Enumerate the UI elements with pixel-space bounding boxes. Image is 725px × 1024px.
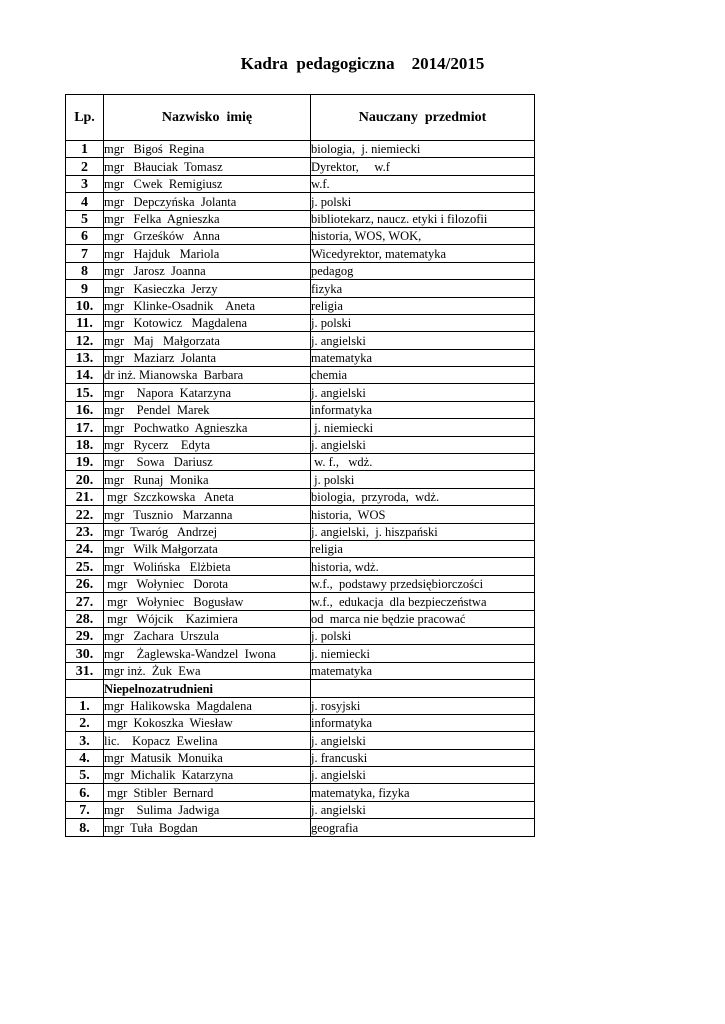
row-number: 15. — [66, 384, 104, 401]
teacher-name: mgr Klinke-Osadnik Aneta — [104, 297, 311, 314]
subject-taught: j. polski — [311, 314, 535, 331]
teacher-name: mgr Zachara Urszula — [104, 627, 311, 644]
row-number: 5. — [66, 767, 104, 784]
teacher-name: mgr Rycerz Edyta — [104, 436, 311, 453]
table-row — [66, 662, 535, 679]
row-number: 28. — [66, 610, 104, 627]
column-header-subject: Nauczany przedmiot — [311, 95, 535, 141]
teacher-name: mgr Twaróg Andrzej — [104, 523, 311, 540]
teacher-name: mgr Halikowska Magdalena — [104, 697, 311, 714]
table-row — [66, 575, 535, 592]
table-row — [66, 593, 535, 610]
table-row — [66, 749, 535, 766]
subject-taught: matematyka — [311, 662, 535, 679]
row-number: 16. — [66, 401, 104, 418]
section-label: Niepelnozatrudnieni — [104, 680, 311, 697]
header-row — [66, 95, 535, 141]
table-row — [66, 141, 535, 158]
subject-taught: w.f., podstawy przedsiębiorczości — [311, 575, 535, 592]
row-number: 14. — [66, 367, 104, 384]
subject-taught: fizyka — [311, 280, 535, 297]
teacher-name: mgr Wilk Małgorzata — [104, 540, 311, 557]
row-number: 4. — [66, 749, 104, 766]
teacher-name: mgr Cwek Remigiusz — [104, 175, 311, 192]
row-number: 18. — [66, 436, 104, 453]
table-row — [66, 245, 535, 262]
table-row — [66, 767, 535, 784]
teacher-name: mgr Jarosz Joanna — [104, 262, 311, 279]
teacher-name: mgr Kasieczka Jerzy — [104, 280, 311, 297]
row-number: 22. — [66, 506, 104, 523]
table-row — [66, 454, 535, 471]
subject-taught: w.f. — [311, 175, 535, 192]
teacher-name: mgr Sulima Jadwiga — [104, 801, 311, 818]
part-time-section — [66, 680, 535, 697]
teacher-name: mgr Felka Agnieszka — [104, 210, 311, 227]
subject-taught: j. rosyjski — [311, 697, 535, 714]
table-row — [66, 488, 535, 505]
subject-taught: geografia — [311, 819, 535, 836]
subject-taught: historia, WOS — [311, 506, 535, 523]
table-row — [66, 784, 535, 801]
subject-taught: j. niemiecki — [311, 419, 535, 436]
subject-taught: j. angielski, j. hiszpański — [311, 523, 535, 540]
teacher-name: mgr Maziarz Jolanta — [104, 349, 311, 366]
teacher-name: mgr Kokoszka Wiesław — [104, 714, 311, 731]
subject-taught: religia — [311, 297, 535, 314]
teacher-name: mgr Napora Katarzyna — [104, 384, 311, 401]
section-subject-cell — [311, 680, 535, 697]
row-number: 3. — [66, 732, 104, 749]
row-number: 11. — [66, 314, 104, 331]
subject-taught: bibliotekarz, naucz. etyki i filozofii — [311, 210, 535, 227]
teacher-name: mgr Maj Małgorzata — [104, 332, 311, 349]
column-header-name: Nazwisko imię — [104, 95, 311, 141]
subject-taught: informatyka — [311, 401, 535, 418]
table-row — [66, 349, 535, 366]
row-number: 1. — [66, 697, 104, 714]
subject-taught: pedagog — [311, 262, 535, 279]
row-number: 6 — [66, 227, 104, 244]
row-number: 29. — [66, 627, 104, 644]
subject-taught: w.f., edukacja dla bezpieczeństwa — [311, 593, 535, 610]
teacher-name: mgr Szczkowska Aneta — [104, 488, 311, 505]
subject-taught: j. angielski — [311, 801, 535, 818]
subject-taught: j. angielski — [311, 436, 535, 453]
row-number: 7 — [66, 245, 104, 262]
table-row — [66, 645, 535, 662]
row-number: 12. — [66, 332, 104, 349]
teacher-name: mgr Pochwatko Agnieszka — [104, 419, 311, 436]
teacher-name: mgr Depczyńska Jolanta — [104, 193, 311, 210]
subject-taught: j. angielski — [311, 732, 535, 749]
row-number: 7. — [66, 801, 104, 818]
table-row — [66, 471, 535, 488]
teacher-name: mgr Grześków Anna — [104, 227, 311, 244]
teacher-name: mgr Błauciak Tomasz — [104, 158, 311, 175]
subject-taught: j. francuski — [311, 749, 535, 766]
row-number: 2 — [66, 158, 104, 175]
teacher-name: mgr Pendel Marek — [104, 401, 311, 418]
row-number: 9 — [66, 280, 104, 297]
subject-taught: j. angielski — [311, 332, 535, 349]
table-row — [66, 714, 535, 731]
teacher-name: mgr Stibler Bernard — [104, 784, 311, 801]
row-number: 10. — [66, 297, 104, 314]
subject-taught: biologia, przyroda, wdż. — [311, 488, 535, 505]
teacher-name: mgr Matusik Monuika — [104, 749, 311, 766]
table-row — [66, 523, 535, 540]
row-number: 21. — [66, 488, 104, 505]
table-row — [66, 158, 535, 175]
row-number: 19. — [66, 454, 104, 471]
subject-taught: od marca nie będzie pracować — [311, 610, 535, 627]
table-header — [66, 95, 535, 141]
page-title: Kadra pedagogiczna 2014/2015 — [240, 54, 485, 73]
subject-taught: historia, WOS, WOK, — [311, 227, 535, 244]
row-number: 1 — [66, 141, 104, 158]
table-row — [66, 540, 535, 557]
section-row — [66, 680, 535, 697]
row-number: 8 — [66, 262, 104, 279]
teacher-name: mgr Wołyniec Bogusław — [104, 593, 311, 610]
table-row — [66, 627, 535, 644]
table-row — [66, 401, 535, 418]
row-number: 24. — [66, 540, 104, 557]
row-number: 13. — [66, 349, 104, 366]
row-number: 30. — [66, 645, 104, 662]
row-number: 2. — [66, 714, 104, 731]
teacher-name: dr inż. Mianowska Barbara — [104, 367, 311, 384]
table-row — [66, 367, 535, 384]
table-row — [66, 227, 535, 244]
subject-taught: w. f., wdż. — [311, 454, 535, 471]
section-lp-cell — [66, 680, 104, 697]
teacher-name: mgr Michalik Katarzyna — [104, 767, 311, 784]
subject-taught: j. polski — [311, 627, 535, 644]
row-number: 4 — [66, 193, 104, 210]
row-number: 20. — [66, 471, 104, 488]
subject-taught: j. niemiecki — [311, 645, 535, 662]
subject-taught: chemia — [311, 367, 535, 384]
subject-taught: matematyka, fizyka — [311, 784, 535, 801]
row-number: 26. — [66, 575, 104, 592]
subject-taught: informatyka — [311, 714, 535, 731]
subject-taught: historia, wdż. — [311, 558, 535, 575]
row-number: 5 — [66, 210, 104, 227]
teacher-name: mgr Wójcik Kazimiera — [104, 610, 311, 627]
row-number: 17. — [66, 419, 104, 436]
part-time-table-body — [66, 697, 535, 836]
table-row — [66, 801, 535, 818]
table-row — [66, 436, 535, 453]
table-row — [66, 732, 535, 749]
table-row — [66, 506, 535, 523]
table-row — [66, 262, 535, 279]
subject-taught: j. polski — [311, 471, 535, 488]
teacher-name: lic. Kopacz Ewelina — [104, 732, 311, 749]
table-row — [66, 610, 535, 627]
column-header-lp: Lp. — [66, 95, 104, 141]
teacher-name: mgr Wołyniec Dorota — [104, 575, 311, 592]
subject-taught: religia — [311, 540, 535, 557]
subject-taught: Wicedyrektor, matematyka — [311, 245, 535, 262]
subject-taught: matematyka — [311, 349, 535, 366]
row-number: 31. — [66, 662, 104, 679]
row-number: 27. — [66, 593, 104, 610]
subject-taught: biologia, j. niemiecki — [311, 141, 535, 158]
subject-taught: j. angielski — [311, 384, 535, 401]
teacher-name: mgr Bigoś Regina — [104, 141, 311, 158]
table-row — [66, 419, 535, 436]
row-number: 8. — [66, 819, 104, 836]
table-row — [66, 175, 535, 192]
row-number: 3 — [66, 175, 104, 192]
staff-table-body — [66, 141, 535, 680]
table-row — [66, 697, 535, 714]
teacher-name: mgr Hajduk Mariola — [104, 245, 311, 262]
staff-table — [65, 94, 535, 837]
table-row — [66, 384, 535, 401]
teacher-name: mgr Runaj Monika — [104, 471, 311, 488]
table-row — [66, 210, 535, 227]
teacher-name: mgr inż. Żuk Ewa — [104, 662, 311, 679]
teacher-name: mgr Tuła Bogdan — [104, 819, 311, 836]
teacher-name: mgr Sowa Dariusz — [104, 454, 311, 471]
teacher-name: mgr Wolińska Elżbieta — [104, 558, 311, 575]
teacher-name: mgr Żaglewska-Wandzel Iwona — [104, 645, 311, 662]
teacher-name: mgr Kotowicz Magdalena — [104, 314, 311, 331]
row-number: 25. — [66, 558, 104, 575]
table-row — [66, 314, 535, 331]
subject-taught: j. angielski — [311, 767, 535, 784]
table-row — [66, 332, 535, 349]
table-row — [66, 297, 535, 314]
table-row — [66, 193, 535, 210]
subject-taught: j. polski — [311, 193, 535, 210]
table-row — [66, 558, 535, 575]
teacher-name: mgr Tusznio Marzanna — [104, 506, 311, 523]
table-row — [66, 819, 535, 836]
table-row — [66, 280, 535, 297]
row-number: 6. — [66, 784, 104, 801]
subject-taught: Dyrektor, w.f — [311, 158, 535, 175]
row-number: 23. — [66, 523, 104, 540]
